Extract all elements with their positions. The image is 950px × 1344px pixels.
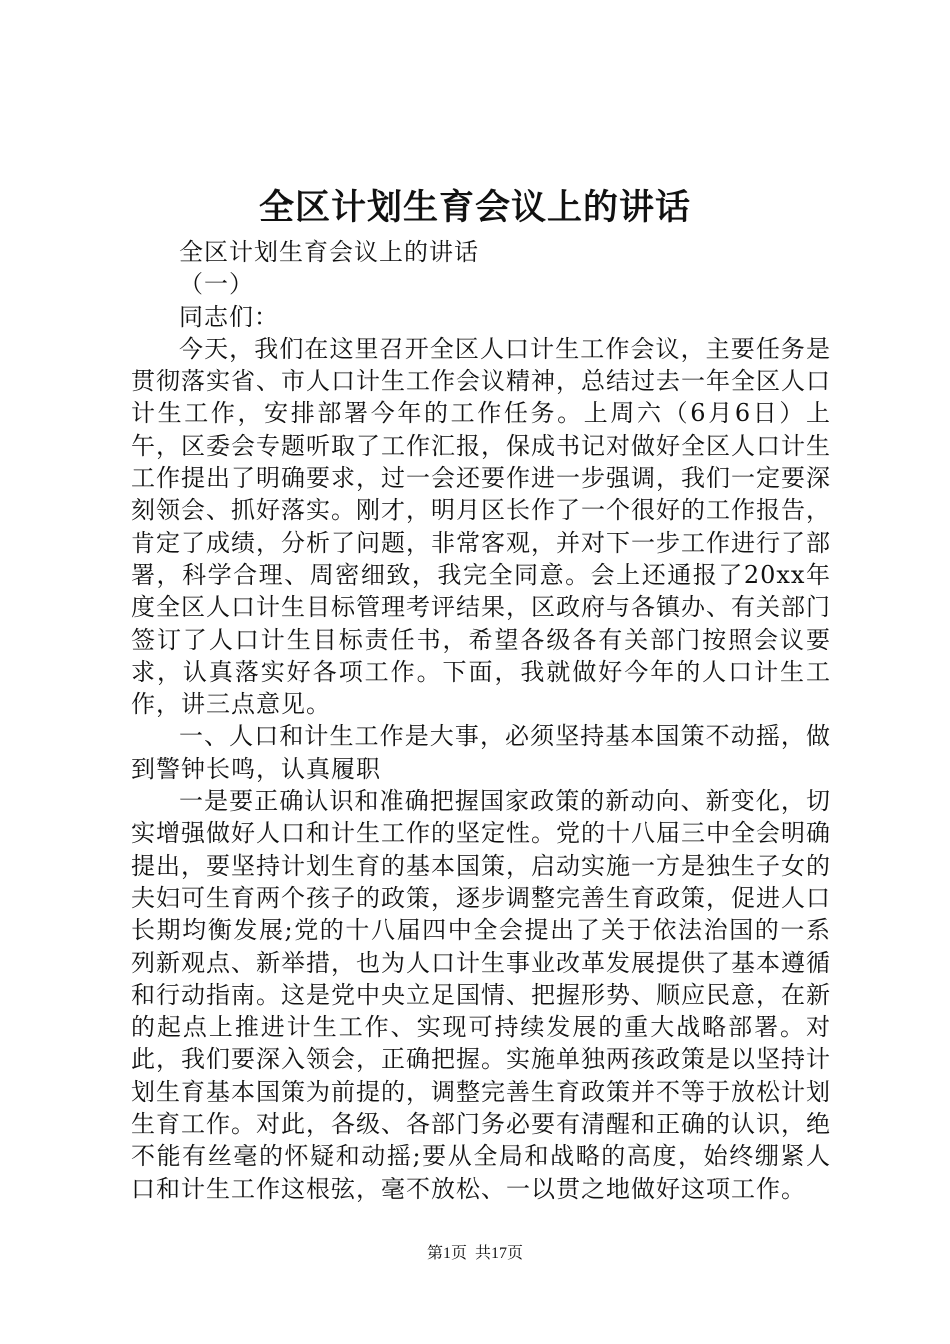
page-number: 第1页 (426, 1245, 467, 1262)
section-number-paragraph: （一） (179, 270, 254, 299)
page-footer (0, 1244, 950, 1264)
subtitle-paragraph: 全区计划生育会议上的讲话 (179, 238, 479, 266)
document-body (131, 236, 831, 1205)
body-paragraph: 一是要正确认识和准确把握国家政策的新动向、新变化，切实增强做好人口和计生工作的坚定性。党的十八届三中全会明确提出，要坚持计划生育的基本国策，启动实施一方是独生子女的夫妇可生育两个孩子的政策，逐步调整完善生育政策，促进人口长期均衡发展;党的十八届四中全会提出了关于依法治国的一系列新观点、新举措，也为人口计生事业改革发展提供了基本遵循和行动指南。这是党中央立足国情、把握形势、顺应民意，在新的起点上推进计生工作、实现可持续发展的重大战略部署。对此，我们要深入领会，正确把握。实施单独两孩政策是以坚持计划生育基本国策为前提的，调整完善生育政策并不等于放松计划生育工作。对此，各级、各部门务必要有清醒和正确的认识，绝不能有丝毫的怀疑和动摇;要从全局和战略的高度，始终绷紧人口和计生工作这根弦，毫不放松、一以贯之地做好这项工作。 (131, 787, 831, 1203)
page-total: 共17页 (475, 1245, 524, 1262)
intro-paragraph: 今天，我们在这里召开全区人口计生工作会议，主要任务是贯彻落实省、市人口计生工作会议精神，总结过去一年全区人口计生工作，安排部署今年的工作任务。上周六（6月6日）上午，区委会专题听取了工作汇报，保成书记对做好全区人口计生工作提出了明确要求，过一会还要作进一步强调，我们一定要深刻领会、抓好落实。刚才，明月区长作了一个很好的工作报告，肯定了成绩，分析了问题，非常客观，并对下一步工作进行了部署，科学合理、周密细致，我完全同意。会上还通报了20xx年度全区人口计生目标管理考评结果，区政府与各镇办、有关部门签订了人口计生目标责任书，希望各级各有关部门按照会议要求，认真落实好各项工作。下面，我就做好今年的人口计生工作，讲三点意见。 (131, 334, 831, 719)
page-title: 全区计划生育会议上的讲话 (258, 187, 691, 228)
salutation-paragraph: 同志们： (179, 302, 279, 331)
section-heading-paragraph: 一、人口和计生工作是大事，必须坚持基本国策不动摇，做到警钟长鸣，认真履职 (131, 722, 831, 783)
